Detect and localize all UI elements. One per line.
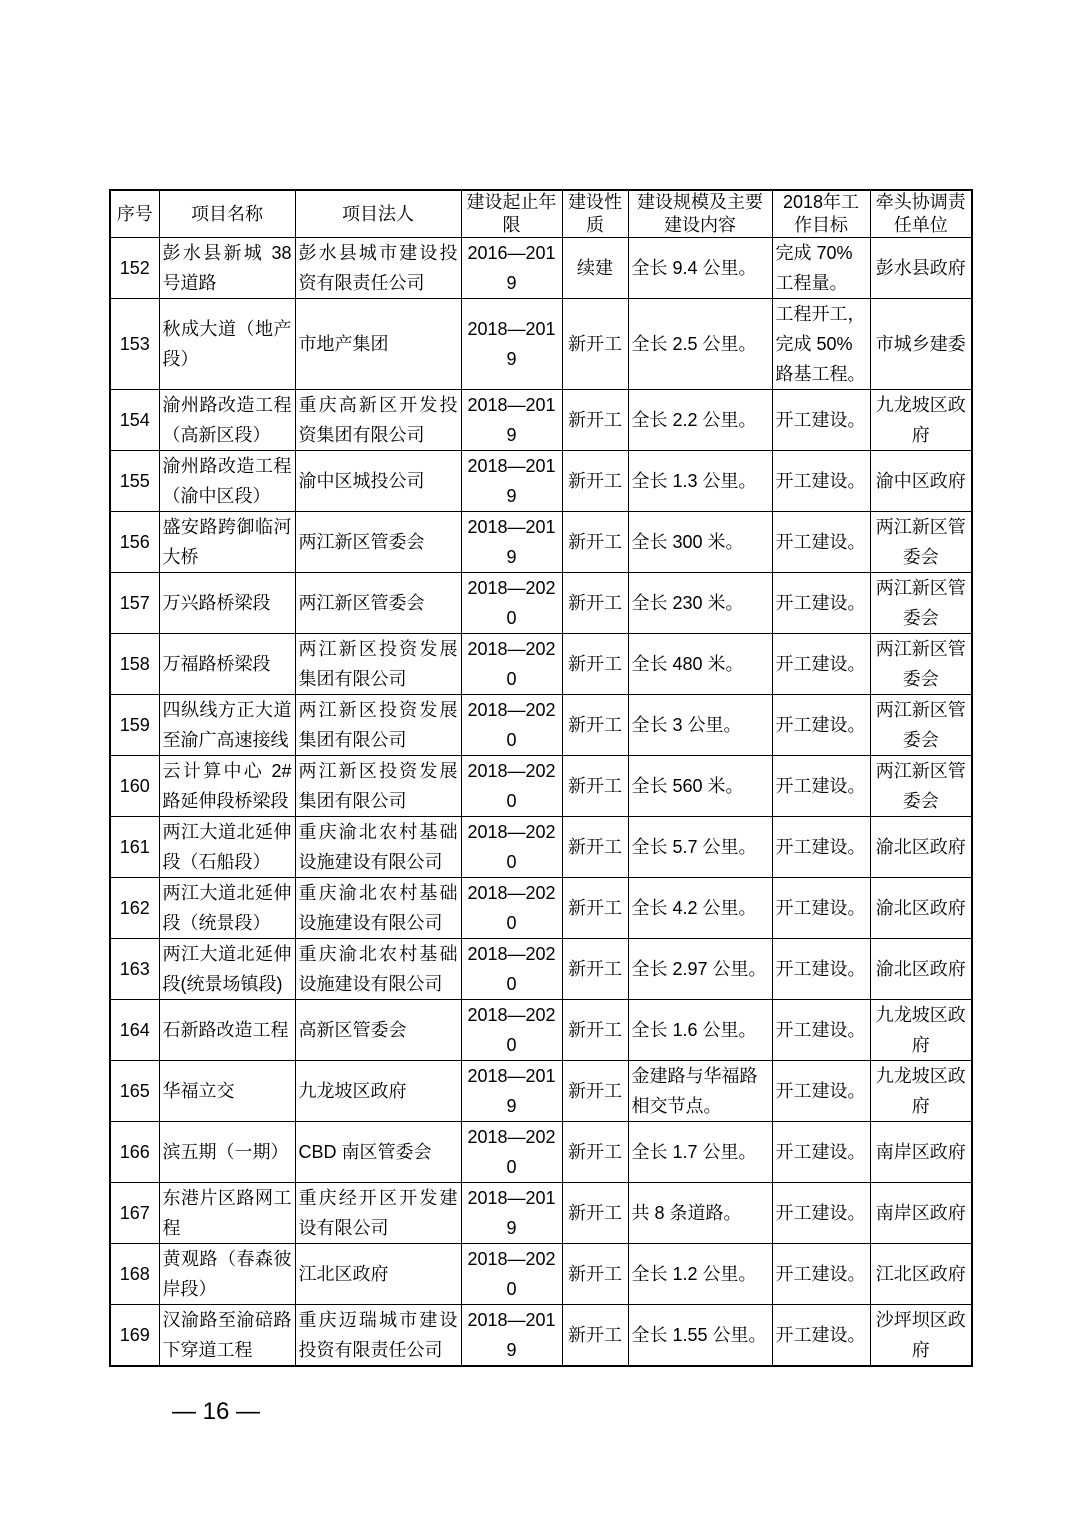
cell-target: 开工建设。	[772, 1061, 870, 1122]
cell-period: 2018—2020	[461, 878, 562, 939]
cell-index: 159	[110, 695, 159, 756]
cell-legal-person: 重庆迈瑞城市建设投资有限责任公司	[295, 1305, 461, 1367]
cell-period: 2018—2020	[461, 634, 562, 695]
cell-type: 新开工	[562, 1122, 628, 1183]
cell-project-name: 万兴路桥梁段	[159, 573, 295, 634]
cell-period: 2018—2019	[461, 390, 562, 451]
cell-scale: 全长 1.6 公里。	[628, 1000, 772, 1061]
cell-type: 新开工	[562, 1305, 628, 1367]
cell-type: 续建	[562, 238, 628, 299]
cell-target: 开工建设。	[772, 634, 870, 695]
cell-project-name: 四纵线方正大道至渝广高速接线	[159, 695, 295, 756]
table-row	[110, 634, 972, 695]
cell-type: 新开工	[562, 390, 628, 451]
cell-responsible-unit: 彭水县政府	[870, 238, 972, 299]
cell-target: 开工建设。	[772, 878, 870, 939]
table-row	[110, 1122, 972, 1183]
cell-responsible-unit: 两江新区管委会	[870, 573, 972, 634]
cell-responsible-unit: 两江新区管委会	[870, 756, 972, 817]
cell-index: 162	[110, 878, 159, 939]
cell-type: 新开工	[562, 634, 628, 695]
cell-legal-person: 九龙坡区政府	[295, 1061, 461, 1122]
cell-project-name: 渝州路改造工程（高新区段）	[159, 390, 295, 451]
cell-target: 开工建设。	[772, 512, 870, 573]
cell-project-name: 彭水县新城 38号道路	[159, 238, 295, 299]
cell-responsible-unit: 沙坪坝区政府	[870, 1305, 972, 1367]
cell-period: 2018—2020	[461, 756, 562, 817]
cell-legal-person: 两江新区投资发展集团有限公司	[295, 756, 461, 817]
cell-legal-person: 两江新区投资发展集团有限公司	[295, 695, 461, 756]
cell-period: 2018—2019	[461, 1305, 562, 1367]
header-col-period: 建设起止年限	[461, 190, 562, 238]
header-col-index: 序号	[110, 190, 159, 238]
cell-project-name: 石新路改造工程	[159, 1000, 295, 1061]
cell-type: 新开工	[562, 451, 628, 512]
cell-target: 开工建设。	[772, 451, 870, 512]
cell-type: 新开工	[562, 1183, 628, 1244]
table-row	[110, 1061, 972, 1122]
cell-type: 新开工	[562, 756, 628, 817]
cell-legal-person: 江北区政府	[295, 1244, 461, 1305]
cell-responsible-unit: 市城乡建委	[870, 299, 972, 390]
cell-target: 开工建设。	[772, 1244, 870, 1305]
cell-responsible-unit: 渝北区政府	[870, 878, 972, 939]
cell-type: 新开工	[562, 1061, 628, 1122]
cell-project-name: 两江大道北延伸段(统景场镇段)	[159, 939, 295, 1000]
cell-responsible-unit: 江北区政府	[870, 1244, 972, 1305]
cell-scale: 全长 1.2 公里。	[628, 1244, 772, 1305]
page-number: — 16 —	[172, 1398, 261, 1425]
cell-scale: 全长 1.55 公里。	[628, 1305, 772, 1367]
cell-period: 2018—2020	[461, 1244, 562, 1305]
cell-project-name: 秋成大道（地产段）	[159, 299, 295, 390]
table-row	[110, 512, 972, 573]
cell-index: 165	[110, 1061, 159, 1122]
cell-scale: 全长 560 米。	[628, 756, 772, 817]
cell-legal-person: 重庆经开区开发建设有限公司	[295, 1183, 461, 1244]
table-row	[110, 1183, 972, 1244]
cell-project-name: 万福路桥梁段	[159, 634, 295, 695]
cell-responsible-unit: 南岸区政府	[870, 1122, 972, 1183]
cell-index: 160	[110, 756, 159, 817]
cell-project-name: 两江大道北延伸段（统景段）	[159, 878, 295, 939]
cell-legal-person: 两江新区管委会	[295, 512, 461, 573]
cell-index: 163	[110, 939, 159, 1000]
cell-scale: 全长 480 米。	[628, 634, 772, 695]
cell-target: 开工建设。	[772, 817, 870, 878]
table-row	[110, 756, 972, 817]
cell-target: 工程开工，完成 50%路基工程。	[772, 299, 870, 390]
cell-type: 新开工	[562, 1000, 628, 1061]
cell-legal-person: 渝中区城投公司	[295, 451, 461, 512]
cell-scale: 共 8 条道路。	[628, 1183, 772, 1244]
cell-legal-person: 两江新区管委会	[295, 573, 461, 634]
header-col-project-name: 项目名称	[159, 190, 295, 238]
table-row	[110, 817, 972, 878]
cell-period: 2018—2019	[461, 299, 562, 390]
table-row	[110, 390, 972, 451]
cell-type: 新开工	[562, 878, 628, 939]
cell-target: 开工建设。	[772, 756, 870, 817]
cell-project-name: 盛安路跨御临河大桥	[159, 512, 295, 573]
cell-type: 新开工	[562, 939, 628, 1000]
cell-legal-person: 重庆渝北农村基础设施建设有限公司	[295, 939, 461, 1000]
table-row	[110, 299, 972, 390]
cell-index: 152	[110, 238, 159, 299]
cell-type: 新开工	[562, 817, 628, 878]
cell-target: 开工建设。	[772, 1183, 870, 1244]
cell-period: 2018—2019	[461, 1061, 562, 1122]
cell-project-name: 黄观路（春森彼岸段）	[159, 1244, 295, 1305]
table-row	[110, 573, 972, 634]
cell-scale: 全长 9.4 公里。	[628, 238, 772, 299]
cell-scale: 金建路与华福路相交节点。	[628, 1061, 772, 1122]
cell-index: 153	[110, 299, 159, 390]
table-row	[110, 695, 972, 756]
header-col-legal-person: 项目法人	[295, 190, 461, 238]
cell-target: 开工建设。	[772, 1305, 870, 1367]
cell-project-name: 汉渝路至渝碚路下穿道工程	[159, 1305, 295, 1367]
cell-project-name: 滨五期（一期）	[159, 1122, 295, 1183]
cell-responsible-unit: 南岸区政府	[870, 1183, 972, 1244]
cell-legal-person: 两江新区投资发展集团有限公司	[295, 634, 461, 695]
cell-legal-person: 彭水县城市建设投资有限责任公司	[295, 238, 461, 299]
cell-index: 169	[110, 1305, 159, 1367]
cell-responsible-unit: 九龙坡区政府	[870, 1000, 972, 1061]
cell-period: 2018—2020	[461, 939, 562, 1000]
cell-target: 开工建设。	[772, 573, 870, 634]
cell-responsible-unit: 两江新区管委会	[870, 695, 972, 756]
cell-index: 157	[110, 573, 159, 634]
cell-legal-person: 重庆高新区开发投资集团有限公司	[295, 390, 461, 451]
table-row	[110, 451, 972, 512]
cell-scale: 全长 5.7 公里。	[628, 817, 772, 878]
cell-index: 164	[110, 1000, 159, 1061]
table-row	[110, 1244, 972, 1305]
cell-target: 开工建设。	[772, 1000, 870, 1061]
cell-index: 155	[110, 451, 159, 512]
header-col-target: 2018年工作目标	[772, 190, 870, 238]
project-table	[109, 189, 973, 1367]
cell-scale: 全长 300 米。	[628, 512, 772, 573]
cell-index: 166	[110, 1122, 159, 1183]
cell-scale: 全长 2.2 公里。	[628, 390, 772, 451]
cell-responsible-unit: 渝北区政府	[870, 939, 972, 1000]
cell-scale: 全长 3 公里。	[628, 695, 772, 756]
cell-index: 156	[110, 512, 159, 573]
cell-project-name: 东港片区路网工程	[159, 1183, 295, 1244]
cell-legal-person: 重庆渝北农村基础设施建设有限公司	[295, 817, 461, 878]
cell-target: 开工建设。	[772, 1122, 870, 1183]
table-row	[110, 238, 972, 299]
cell-index: 158	[110, 634, 159, 695]
cell-type: 新开工	[562, 695, 628, 756]
table-row	[110, 1305, 972, 1367]
cell-project-name: 云计算中心 2#路延伸段桥梁段	[159, 756, 295, 817]
cell-type: 新开工	[562, 512, 628, 573]
cell-legal-person: CBD 南区管委会	[295, 1122, 461, 1183]
table-row	[110, 878, 972, 939]
cell-period: 2016—2019	[461, 238, 562, 299]
cell-period: 2018—2019	[461, 1183, 562, 1244]
cell-responsible-unit: 渝北区政府	[870, 817, 972, 878]
cell-index: 161	[110, 817, 159, 878]
table-row	[110, 939, 972, 1000]
cell-target: 开工建设。	[772, 939, 870, 1000]
cell-target: 开工建设。	[772, 390, 870, 451]
cell-scale: 全长 2.97 公里。	[628, 939, 772, 1000]
cell-type: 新开工	[562, 1244, 628, 1305]
cell-index: 154	[110, 390, 159, 451]
cell-scale: 全长 2.5 公里。	[628, 299, 772, 390]
cell-responsible-unit: 渝中区政府	[870, 451, 972, 512]
cell-project-name: 华福立交	[159, 1061, 295, 1122]
cell-project-name: 两江大道北延伸段（石船段）	[159, 817, 295, 878]
cell-scale: 全长 1.3 公里。	[628, 451, 772, 512]
header-col-responsible-unit: 牵头协调责任单位	[870, 190, 972, 238]
table-row	[110, 1000, 972, 1061]
cell-index: 168	[110, 1244, 159, 1305]
cell-index: 167	[110, 1183, 159, 1244]
cell-responsible-unit: 九龙坡区政府	[870, 390, 972, 451]
cell-period: 2018—2020	[461, 1122, 562, 1183]
cell-period: 2018—2020	[461, 573, 562, 634]
cell-legal-person: 高新区管委会	[295, 1000, 461, 1061]
cell-period: 2018—2020	[461, 695, 562, 756]
cell-scale: 全长 4.2 公里。	[628, 878, 772, 939]
cell-period: 2018—2019	[461, 451, 562, 512]
cell-responsible-unit: 两江新区管委会	[870, 634, 972, 695]
cell-period: 2018—2020	[461, 1000, 562, 1061]
table-header-row	[110, 190, 972, 238]
cell-target: 完成 70%工程量。	[772, 238, 870, 299]
cell-scale: 全长 1.7 公里。	[628, 1122, 772, 1183]
header-col-scale: 建设规模及主要建设内容	[628, 190, 772, 238]
cell-project-name: 渝州路改造工程（渝中区段）	[159, 451, 295, 512]
cell-type: 新开工	[562, 299, 628, 390]
cell-period: 2018—2020	[461, 817, 562, 878]
cell-type: 新开工	[562, 573, 628, 634]
cell-period: 2018—2019	[461, 512, 562, 573]
cell-legal-person: 重庆渝北农村基础设施建设有限公司	[295, 878, 461, 939]
cell-responsible-unit: 两江新区管委会	[870, 512, 972, 573]
cell-scale: 全长 230 米。	[628, 573, 772, 634]
cell-target: 开工建设。	[772, 695, 870, 756]
header-col-type: 建设性质	[562, 190, 628, 238]
cell-legal-person: 市地产集团	[295, 299, 461, 390]
cell-responsible-unit: 九龙坡区政府	[870, 1061, 972, 1122]
